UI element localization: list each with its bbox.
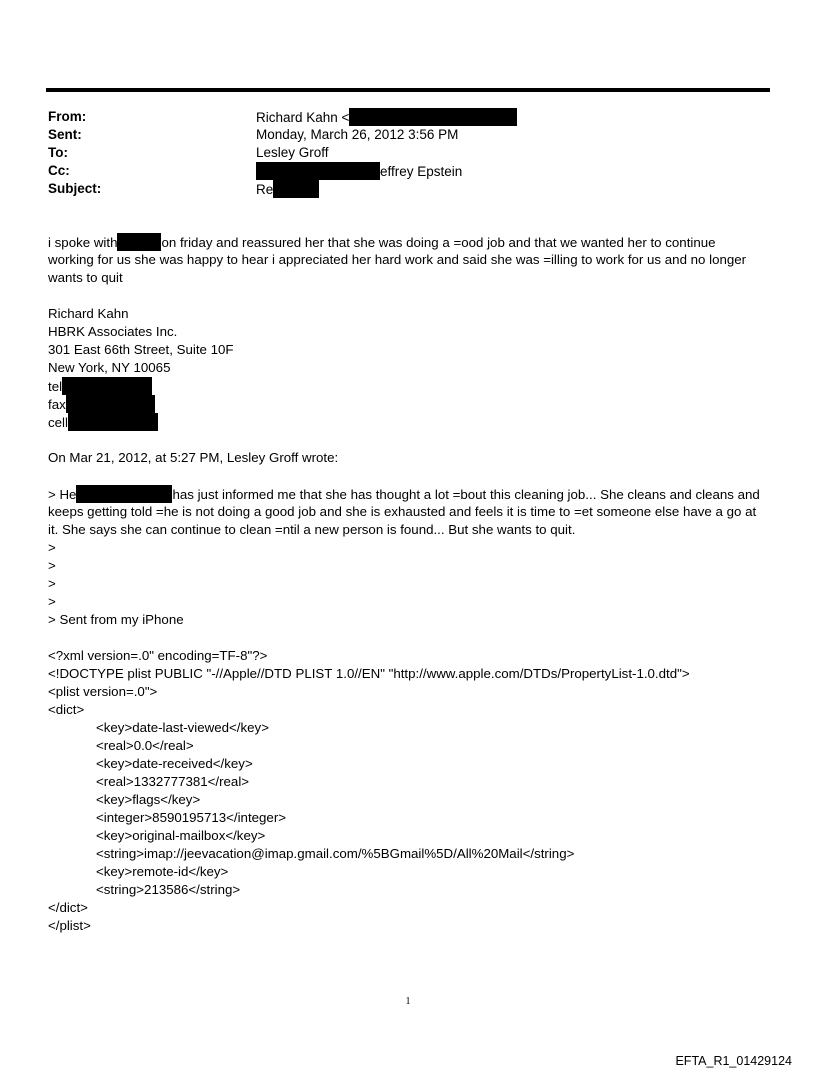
signature-cell (48, 413, 774, 431)
plist-dict-close: </dict> (48, 900, 88, 915)
quoted-line: > (48, 558, 56, 573)
subject-text: Re (256, 182, 274, 197)
message-line (48, 233, 774, 251)
plist-line: <key>flags</key> (96, 792, 201, 807)
message-line: wants to quit (48, 270, 123, 285)
from-name: Richard Kahn < (256, 110, 350, 125)
signature-tel (48, 377, 774, 395)
plist-line: <key>date-received</key> (96, 756, 253, 771)
redaction-block (349, 108, 517, 126)
signature-fax (48, 395, 774, 413)
plist-line: <key>original-mailbox</key> (96, 828, 266, 843)
plist-block (48, 647, 774, 935)
to-value: Lesley Groff (256, 145, 329, 160)
plist-line: <key>date-last-viewed</key> (96, 720, 269, 735)
message-text: i spoke with (48, 235, 118, 250)
quoted-line: > (48, 594, 56, 609)
quoted-text: has just informed me that she has thought a lot =bout this cleaning job... She cleans and cleans and (172, 487, 760, 502)
redaction-block (66, 395, 155, 413)
document-id: EFTA_R1_01429124 (675, 1054, 792, 1068)
quoted-line: > (48, 540, 56, 555)
page-number: 1 (405, 996, 411, 1007)
plist-line: <real>1332777381</real> (96, 774, 250, 789)
plist-close: </plist> (48, 918, 91, 933)
redaction-block (68, 413, 158, 431)
plist-line: <real>0.0</real> (96, 738, 194, 753)
cc-value (256, 162, 462, 181)
redaction-block (273, 180, 319, 198)
sent-value: Monday, March 26, 2012 3:56 PM (256, 127, 459, 142)
from-label: From: (48, 109, 87, 124)
quoted-line: > (48, 576, 56, 591)
redaction-block (76, 485, 172, 503)
quoted-text: > He (48, 487, 77, 502)
quoted-line (48, 485, 774, 503)
message-body (48, 233, 774, 287)
plist-line: <string>imap://jeevacation@imap.gmail.com/%5BGmail%5D/All%20Mail</string> (96, 846, 575, 861)
subject-label: Subject: (48, 181, 102, 196)
quoted-line: keeps getting told =he is not doing a good job and she is exhausted and feels it is time to =et someone else have a go at (48, 504, 757, 519)
message-line: working for us she was happy to hear i appreciated her hard work and said she was =illing to work for us and no longer (48, 252, 747, 267)
signature-address2: New York, NY 10065 (48, 360, 171, 375)
plist-doctype: <!DOCTYPE plist PUBLIC "-//Apple//DTD PLIST 1.0//EN" "http://www.apple.com/DTDs/PropertyList-1.0.dtd"> (48, 666, 690, 681)
cc-label: Cc: (48, 163, 70, 178)
subject-value (256, 180, 319, 199)
sent-label: Sent: (48, 127, 82, 142)
plist-xml-decl: <?xml version=.0" encoding=TF-8"?> (48, 648, 268, 663)
redaction-block (62, 377, 152, 395)
plist-line: <integer>8590195713</integer> (96, 810, 287, 825)
quoted-message (48, 485, 774, 629)
header-rule (46, 88, 770, 92)
redaction-block (117, 233, 161, 251)
plist-line: <key>remote-id</key> (96, 864, 229, 879)
signature-company: HBRK Associates Inc. (48, 324, 178, 339)
quoted-sent-from: > Sent from my iPhone (48, 612, 184, 627)
signature-name: Richard Kahn (48, 306, 129, 321)
cc-name: effrey Epstein (380, 164, 463, 179)
plist-open: <plist version=.0"> (48, 684, 158, 699)
tel-label: tel (48, 379, 63, 394)
redaction-block (256, 162, 380, 180)
from-value (256, 108, 517, 127)
cell-label: cell (48, 415, 68, 430)
to-label: To: (48, 145, 68, 160)
signature (48, 305, 774, 431)
message-text: on friday and reassured her that she was doing a =ood job and that we wanted her to continue (161, 235, 716, 250)
quoted-intro: On Mar 21, 2012, at 5:27 PM, Lesley Groff wrote: (48, 450, 339, 465)
quoted-line: it. She says she can continue to clean =ntil a new person is found... But she wants to quit. (48, 522, 576, 537)
plist-line: <string>213586</string> (96, 882, 241, 897)
signature-address1: 301 East 66th Street, Suite 10F (48, 342, 234, 357)
fax-label: fax (48, 397, 66, 412)
plist-dict-open: <dict> (48, 702, 85, 717)
